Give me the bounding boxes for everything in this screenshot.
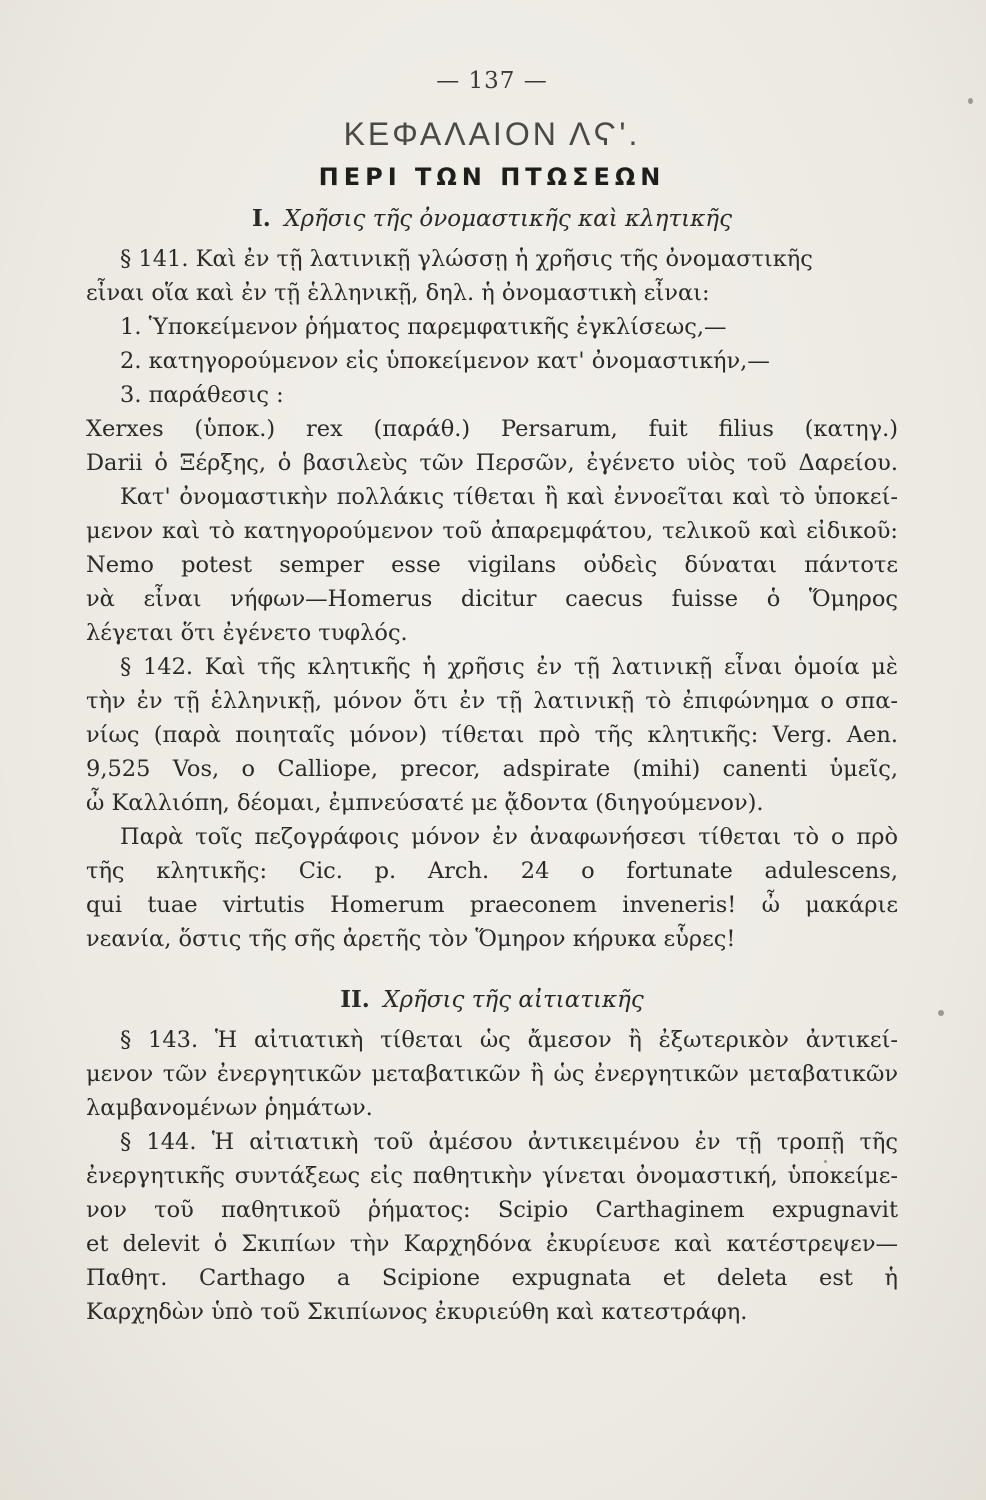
text-line: νεανία, ὅστις τῆς σῆς ἀρετῆς τὸν Ὅμηρον κήρυκα εὗρες! bbox=[86, 926, 736, 952]
text-line: τὴν ἐν τῇ ἑλληνικῇ, μόνον ὅτι ἐν τῇ λατινικῇ τὸ ἐπιφώνημα o σπα- bbox=[86, 688, 898, 714]
text-line: Xerxes (ὑποκ.) rex (παράθ.) Persarum, fuit filius (κατηγ.) bbox=[86, 416, 898, 442]
text-line: Nemo potest semper esse vigilans οὐδεὶς δύναται πάντοτε bbox=[86, 552, 898, 578]
text-line: Παθητ. Carthago a Scipione expugnata et deleta est ἡ bbox=[86, 1265, 898, 1291]
text-line: 9,525 Vos, o Calliope, precor, adspirate (mihi) canenti ὑμεῖς, bbox=[86, 756, 898, 782]
section-1-title: Χρῆσις τῆς ὀνομαστικῆς καὶ κλητικῆς bbox=[284, 206, 732, 232]
text-line: Darii ὁ Ξέρξης, ὁ βασιλεὺς τῶν Περσῶν, ἐγένετο υἱὸς τοῦ Δαρείου. bbox=[86, 450, 898, 476]
text-line: νὰ εἶναι νήφων—Homerus dicitur caecus fuisse ὁ Ὅμηρος bbox=[86, 586, 898, 612]
text-line: τῆς κλητικῆς: Cic. p. Arch. 24 o fortunate adulescens, bbox=[86, 858, 898, 884]
text-line: ὦ Καλλιόπη, δέομαι, ἐμπνεύσατέ με ᾄδοντα (διηγούμενον). bbox=[86, 790, 764, 816]
text-line: 3. παράθεσις : bbox=[120, 382, 284, 408]
section-1-heading bbox=[86, 205, 898, 232]
page-number: — 137 — bbox=[436, 68, 548, 94]
section-2-numeral: II. bbox=[340, 986, 370, 1013]
text-line: Παρὰ τοῖς πεζογράφοις μόνον ἐν ἀναφωνήσεσι τίθεται τὸ o πρὸ bbox=[120, 824, 898, 850]
text-line: qui tuae virtutis Homerum praeconem inveneris! ὦ μακάριε bbox=[86, 892, 898, 918]
text-line: ἐνεργητικῆς συντάξεως εἰς παθητικὴν γίνεται ὀνομαστική, ὑποκείμε- bbox=[86, 1163, 898, 1189]
text-line: § 141. Καὶ ἐν τῇ λατινικῇ γλώσσῃ ἡ χρῆσις τῆς ὀνομαστικῆς bbox=[120, 246, 813, 272]
text-line: εἶναι οἵα καὶ ἐν τῇ ἑλληνικῇ, δηλ. ἡ ὀνομαστικὴ εἶναι: bbox=[86, 280, 710, 306]
chapter-heading: ΚΕΦΑΛΑΙΟΝ ΛϚ'. bbox=[343, 116, 641, 152]
text-line: νον τοῦ παθητικοῦ ῥήματος: Scipio Carthaginem expugnavit bbox=[86, 1197, 898, 1223]
section-1-numeral: I. bbox=[252, 205, 271, 232]
text-line: Κατ' ὀνομαστικὴν πολλάκις τίθεται ἢ καὶ ἐννοεῖται καὶ τὸ ὑποκεί- bbox=[120, 484, 898, 510]
paper-speck bbox=[938, 1010, 944, 1016]
text-line: § 143. Ἡ αἰτιατικὴ τίθεται ὡς ἄμεσον ἢ ἐξωτερικὸν ἀντικεί- bbox=[120, 1027, 898, 1053]
text-line: λέγεται ὅτι ἐγένετο τυφλός. bbox=[86, 620, 408, 646]
section-2-body bbox=[86, 1023, 898, 1329]
section-1-body bbox=[86, 242, 898, 956]
text-line: et delevit ὁ Σκιπίων τὴν Καρχηδόνα ἐκυρίευσε καὶ κατέστρεψεν— bbox=[86, 1231, 898, 1257]
text-line: νίως (παρὰ ποιηταῖς μόνον) τίθεται πρὸ τῆς κλητικῆς: Verg. Aen. bbox=[86, 722, 898, 748]
text-line: 2. κατηγορούμενον εἰς ὑποκείμενον κατ' ὀνομαστικήν,— bbox=[120, 348, 770, 374]
section-2-title: Χρῆσις τῆς αἰτιατικῆς bbox=[383, 987, 644, 1013]
paper-speck bbox=[968, 98, 973, 104]
chapter-title: ΠΕΡΙ ΤΩΝ ΠΤΩΣΕΩΝ bbox=[318, 163, 666, 191]
text-line: 1. Ὑποκείμενον ῥήματος παρεμφατικῆς ἐγκλίσεως,— bbox=[120, 314, 727, 340]
paper-speck bbox=[824, 1160, 827, 1163]
text-line: μενον καὶ τὸ κατηγορούμενον τοῦ ἀπαρεμφάτου, τελικοῦ καὶ εἰδικοῦ: bbox=[86, 518, 898, 544]
text-line: § 142. Καὶ τῆς κλητικῆς ἡ χρῆσις ἐν τῇ λατινικῇ εἶναι ὁμοία μὲ bbox=[120, 654, 898, 680]
text-line: Καρχηδὼν ὑπὸ τοῦ Σκιπίωνος ἐκυριεύθη καὶ κατεστράφη. bbox=[86, 1299, 748, 1325]
section-2-heading bbox=[86, 986, 898, 1013]
text-line: λαμβανομένων ῥημάτων. bbox=[86, 1095, 373, 1121]
text-line: § 144. Ἡ αἰτιατικὴ τοῦ ἀμέσου ἀντικειμένου ἐν τῇ τροπῇ τῆς bbox=[120, 1129, 898, 1155]
text-line: μενον τῶν ἐνεργητικῶν μεταβατικῶν ἢ ὡς ἐνεργητικῶν μεταβατικῶν bbox=[86, 1061, 898, 1087]
